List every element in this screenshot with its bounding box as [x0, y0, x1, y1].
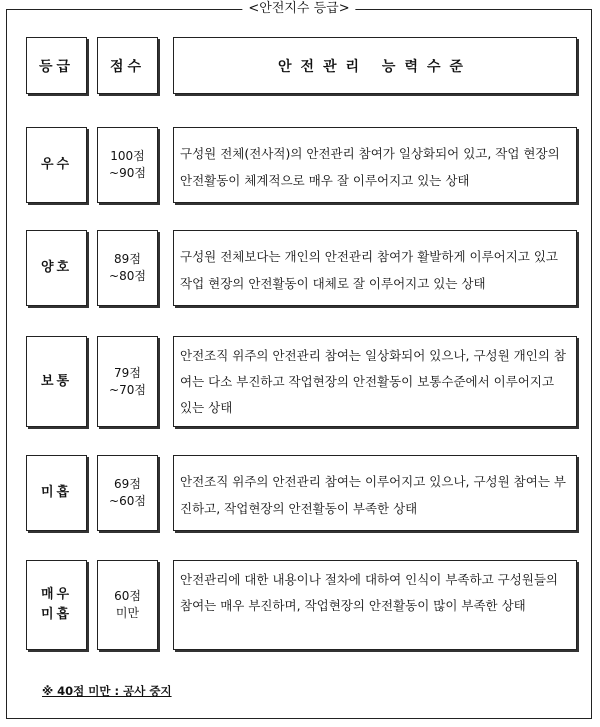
- description-cell: 구성원 전체(전사적)의 안전관리 참여가 일상화되어 있고, 작업 현장의 안전활동이 체계적으로 매우 잘 이루어지고 있는 상태: [173, 127, 577, 203]
- description-cell: 안전조직 위주의 안전관리 참여는 일상화되어 있으나, 구성원 개인의 참여는 다소 부진하고 작업현장의 안전활동이 보통수준에서 이루어지고 있는 상태: [173, 336, 577, 427]
- header-score: 점수: [97, 37, 158, 94]
- score-cell: 69점 ~60점: [97, 455, 158, 531]
- footnote: ※ 40점 미만 : 공사 중지: [42, 684, 172, 698]
- score-cell: 60점 미만: [97, 560, 158, 650]
- score-cell: 79점 ~70점: [97, 336, 158, 427]
- header-description: 안전관리 능력수준: [173, 37, 577, 94]
- grade-cell: 매우 미흡: [26, 560, 87, 650]
- description-cell: 안전관리에 대한 내용이나 절차에 대하여 인식이 부족하고 구성원들의 참여는 매우 부진하며, 작업현장의 안전활동이 많이 부족한 상태: [173, 560, 577, 650]
- grade-cell: 보통: [26, 336, 87, 427]
- description-cell: 구성원 전체보다는 개인의 안전관리 참여가 활발하게 이루어지고 있고 작업 현장의 안전활동이 대체로 잘 이루어지고 있는 상태: [173, 230, 577, 306]
- grade-cell: 양호: [26, 230, 87, 306]
- header-grade: 등급: [26, 37, 87, 94]
- grade-cell: 미흡: [26, 455, 87, 531]
- frame-title: <안전지수 등급>: [242, 1, 355, 17]
- score-cell: 100점 ~90점: [97, 127, 158, 203]
- description-cell: 안전조직 위주의 안전관리 참여는 이루어지고 있으나, 구성원 참여는 부진하고, 작업현장의 안전활동이 부족한 상태: [173, 455, 577, 531]
- score-cell: 89점 ~80점: [97, 230, 158, 306]
- grade-cell: 우수: [26, 127, 87, 203]
